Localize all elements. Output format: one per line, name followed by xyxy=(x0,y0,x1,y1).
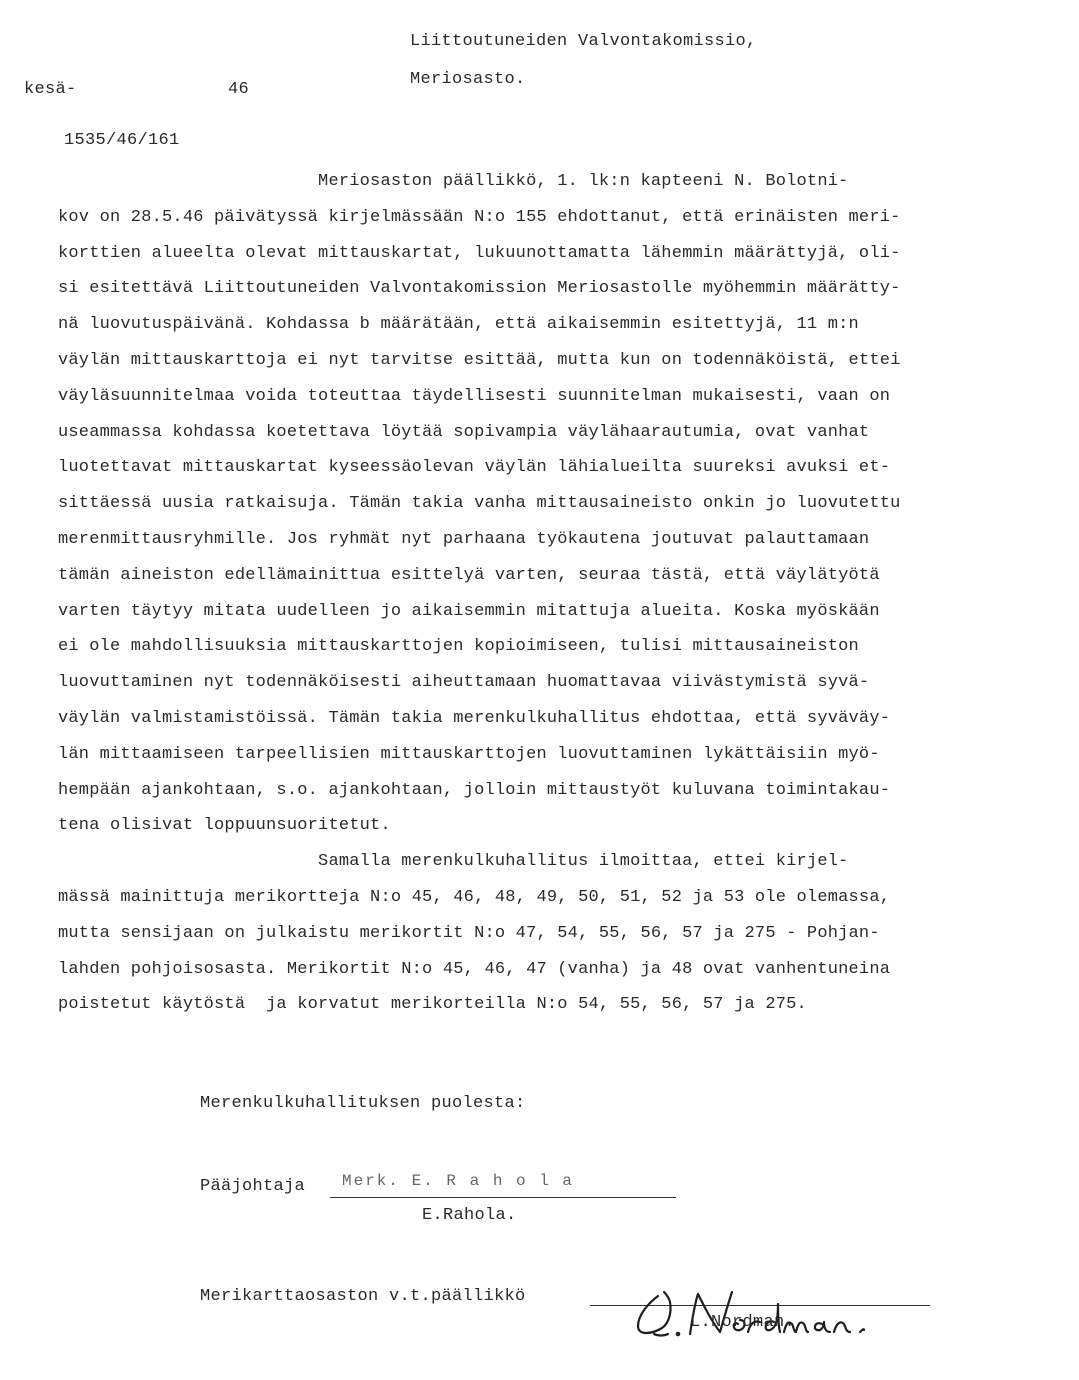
body-line: mutta sensijaan on julkaistu merikortit N:o 47, 54, 55, 56, 57 ja 275 - Pohjan- xyxy=(58,923,880,943)
body-line: väyläsuunnitelmaa voida toteuttaa täydellisesti suunnitelman mukaisesti, vaan on xyxy=(58,386,891,406)
deputy-name: L.Nordman. xyxy=(690,1313,796,1332)
reference-number: 1535/46/161 xyxy=(64,131,180,150)
director-signature-line xyxy=(330,1197,676,1198)
recipient-line-1: Liittoutuneiden Valvontakomissio, xyxy=(410,32,757,51)
body-line: väylän valmistamistöissä. Tämän takia merenkulkuhallitus ehdottaa, että syväväy- xyxy=(58,708,891,728)
date-year: 46 xyxy=(228,80,250,99)
recipient-line-2: Meriosasto. xyxy=(410,70,526,89)
body-line: mässä mainittuja merikortteja N:o 45, 46, 48, 49, 50, 51, 52 ja 53 ole olemassa, xyxy=(58,887,891,907)
letter-body xyxy=(58,164,1048,1023)
body-line: nä luovutuspäivänä. Kohdassa b määrätään, että aikaisemmin esitettyjä, 11 m:n xyxy=(58,315,859,335)
date-month: kesä- xyxy=(24,80,77,99)
body-line: hempään ajankohtaan, s.o. ajankohtaan, jolloin mittaustyöt kuluvana toimintakau- xyxy=(58,780,891,800)
body-line: varten täytyy mitata uudelleen jo aikaisemmin mitattuja alueita. Koska myöskään xyxy=(58,601,880,621)
body-line: tena olisivat loppuunsuoritetut. xyxy=(58,816,391,836)
body-line: poistetut käytöstä ja korvatut merikorteilla N:o 54, 55, 56, 57 ja 275. xyxy=(58,995,807,1015)
body-line: län mittaamiseen tarpeellisien mittauskarttojen luovuttaminen lykättäisiin myö- xyxy=(58,744,880,764)
body-line: useammassa kohdassa koetettava löytää sopivampia väylähaarautumia, ovat vanhat xyxy=(58,422,870,442)
on-behalf-line: Merenkulkuhallituksen puolesta: xyxy=(200,1094,526,1113)
body-line: lahden pohjoisosasta. Merikortit N:o 45, 46, 47 (vanha) ja 48 ovat vanhentuneina xyxy=(58,959,891,979)
director-title: Pääjohtaja xyxy=(200,1177,306,1196)
body-line: tämän aineiston edellämainittua esittelyä varten, seuraa tästä, että väylätyötä xyxy=(58,565,880,585)
body-line: korttien alueelta olevat mittauskartat, lukuunottamatta lähemmin määrättyjä, oli- xyxy=(58,243,901,263)
body-line: luotettavat mittauskartat kyseessäolevan väylän lähialueilta suureksi avuksi et- xyxy=(58,458,891,478)
director-signed-text: Merk. E. R a h o l a xyxy=(342,1172,575,1190)
body-line: Meriosaston päällikkö, 1. lk:n kapteeni N. Bolotni- xyxy=(58,172,849,191)
body-line: sittäessä uusia ratkaisuja. Tämän takia vanha mittausaineisto onkin jo luovutettu xyxy=(58,494,901,514)
body-line: si esitettävä Liittoutuneiden Valvontakomission Meriosastolle myöhemmin määrätty- xyxy=(58,279,901,299)
body-line: Samalla merenkulkuhallitus ilmoittaa, ettei kirjel- xyxy=(58,852,849,872)
body-line: väylän mittauskarttoja ei nyt tarvitse esittää, mutta kun on todennäköistä, ettei xyxy=(58,350,901,370)
director-name: E.Rahola. xyxy=(422,1206,517,1225)
body-line: merenmittausryhmille. Jos ryhmät nyt parhaana työkautena joutuvat palauttamaan xyxy=(58,529,870,549)
body-line: kov on 28.5.46 päivätyssä kirjelmässään N:o 155 ehdottanut, että erinäisten meri- xyxy=(58,207,901,227)
body-line: ei ole mahdollisuuksia mittauskarttojen kopioimiseen, tulisi mittausaineiston xyxy=(58,637,859,657)
body-line: luovuttaminen nyt todennäköisesti aiheuttamaan huomattavaa viivästymistä syvä- xyxy=(58,673,870,693)
deputy-title: Merikarttaosaston v.t.päällikkö xyxy=(200,1287,526,1306)
